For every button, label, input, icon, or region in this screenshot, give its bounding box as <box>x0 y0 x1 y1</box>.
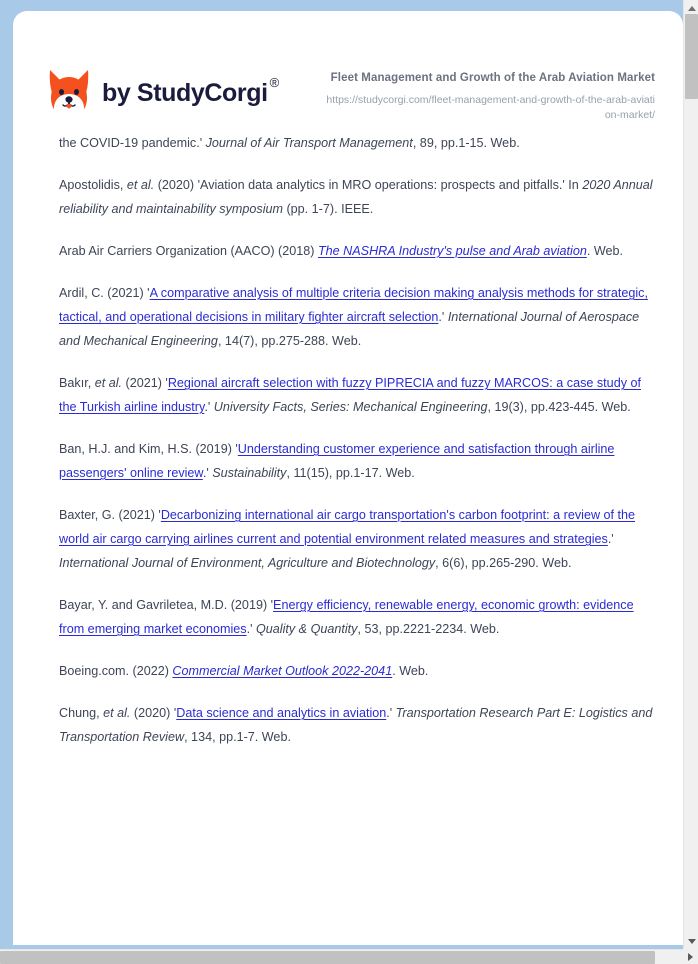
header-document-meta <box>325 59 655 123</box>
reference-text: , 6(6), pp.265-290. Web. <box>435 556 572 570</box>
page-title: Fleet Management and Growth of the Arab Aviation Market <box>330 72 655 84</box>
reference-entry <box>59 131 655 155</box>
reference-link[interactable]: Data science and analytics in aviation <box>176 706 387 720</box>
reference-entry <box>59 371 655 419</box>
reference-entry <box>59 503 655 575</box>
reference-italic-text: University Facts, Series: Mechanical Engineering <box>213 400 488 414</box>
document-header <box>13 11 683 131</box>
corgi-face-icon <box>45 67 93 119</box>
brand-name: by StudyCorgi <box>102 78 268 107</box>
reference-text: Bakır, <box>59 376 95 390</box>
reference-entry <box>59 437 655 485</box>
horizontal-scrollbar-thumb[interactable] <box>0 951 655 964</box>
reference-link[interactable]: The NASHRA Industry's pulse and Arab aviation <box>317 244 587 258</box>
reference-italic-text: Sustainability <box>212 466 287 480</box>
scroll-up-button[interactable] <box>684 2 698 14</box>
triangle-up-icon <box>688 6 696 11</box>
reference-text: (2021) ' <box>122 376 168 390</box>
reference-text: Bayar, Y. and Gavriletea, M.D. (2019) ' <box>59 598 274 612</box>
reference-text: , 89, pp.1-15. Web. <box>412 136 520 150</box>
reference-text: Ardil, C. (2021) ' <box>59 286 150 300</box>
reference-italic-text: Quality & Quantity <box>255 622 358 636</box>
reference-italic-text: et al. <box>103 706 131 720</box>
page-url[interactable]: https://studycorgi.com/fleet-management-and-growth-of-the-arab-aviation-market/ <box>326 94 655 121</box>
reference-text: , 53, pp.2221-2234. Web. <box>357 622 500 636</box>
reference-entry <box>59 593 655 641</box>
reference-text: . Web. <box>586 244 624 258</box>
reference-link[interactable]: Decarbonizing international air cargo transportation's carbon footprint: a review of the world air cargo carrying airlines current and potential environment related measures and strategies <box>59 508 636 546</box>
horizontal-scrollbar[interactable] <box>0 949 683 964</box>
reference-entry <box>59 659 655 683</box>
reference-text: , 11(15), pp.1-17. Web. <box>286 466 415 480</box>
reference-text: the COVID-19 pandemic.' <box>59 136 206 150</box>
reference-italic-text: et al. <box>126 178 155 192</box>
reference-text: , 14(7), pp.275-288. Web. <box>217 334 362 348</box>
reference-text: (pp. 1-7). IEEE. <box>282 202 374 216</box>
reference-text: Boeing.com. (2022) <box>59 664 173 678</box>
reference-text: .' <box>202 466 213 480</box>
reference-link[interactable]: A comparative analysis of multiple criteria decision making analysis methods for strategic, tactical, and operational decisions in military fighter aircraft selection <box>59 286 648 324</box>
studycorgi-wordmark <box>102 74 279 107</box>
studycorgi-brand[interactable] <box>45 59 277 119</box>
reference-text: (2020) ' <box>130 706 177 720</box>
reference-text: (2020) 'Aviation data analytics in MRO operations: prospects and pitfalls.' In <box>154 178 583 192</box>
registered-trademark-icon: ® <box>269 74 279 90</box>
reference-text: .' <box>204 400 214 414</box>
reference-link[interactable]: Commercial Market Outlook 2022-2041 <box>172 664 393 678</box>
reference-text: Chung, <box>59 706 104 720</box>
reference-text: , 19(3), pp.423-445. Web. <box>487 400 631 414</box>
reference-entry <box>59 281 655 353</box>
document-sheet <box>13 11 683 945</box>
triangle-right-icon <box>688 953 693 961</box>
vertical-scrollbar-thumb[interactable] <box>685 14 698 99</box>
reference-text: Ban, H.J. and Kim, H.S. (2019) ' <box>59 442 238 456</box>
scroll-right-button[interactable] <box>683 949 698 964</box>
reference-text: .' <box>386 706 396 720</box>
reference-italic-text: Transportation Research Part E: Logistics and Transportation Review <box>59 706 653 744</box>
vertical-scrollbar[interactable] <box>683 0 698 949</box>
reference-link[interactable]: Energy efficiency, renewable energy, economic growth: evidence from emerging market economies <box>59 598 634 636</box>
reference-text: Apostolidis, <box>59 178 127 192</box>
reference-italic-text: International Journal of Aerospace and Mechanical Engineering <box>59 310 640 348</box>
reference-entry <box>59 173 655 221</box>
reference-text: . Web. <box>392 664 429 678</box>
reference-text: , 134, pp.1-7. Web. <box>184 730 291 744</box>
reference-italic-text: Journal of Air Transport Management <box>205 136 413 150</box>
reference-italic-text: et al. <box>94 376 123 390</box>
references-list <box>13 131 683 749</box>
reference-italic-text: International Journal of Environment, Agriculture and Biotechnology <box>59 556 436 570</box>
reference-text: .' <box>438 310 448 324</box>
scroll-down-button[interactable] <box>684 935 698 947</box>
reference-entry <box>59 239 655 263</box>
reference-text: .' <box>607 532 614 546</box>
reference-text: .' <box>246 622 256 636</box>
reference-link[interactable]: Understanding customer experience and satisfaction through airline passengers' online review <box>59 442 615 480</box>
reference-entry <box>59 701 655 749</box>
reference-text: Baxter, G. (2021) ' <box>59 508 161 522</box>
reference-link[interactable]: Regional aircraft selection with fuzzy PIPRECIA and fuzzy MARCOS: a case study of the Turkish airline industry <box>59 376 641 414</box>
triangle-down-icon <box>688 939 696 944</box>
reference-text: Arab Air Carriers Organization (AACO) (2018) <box>59 244 318 258</box>
reference-italic-text: 2020 Annual reliability and maintainability symposium <box>59 178 653 216</box>
